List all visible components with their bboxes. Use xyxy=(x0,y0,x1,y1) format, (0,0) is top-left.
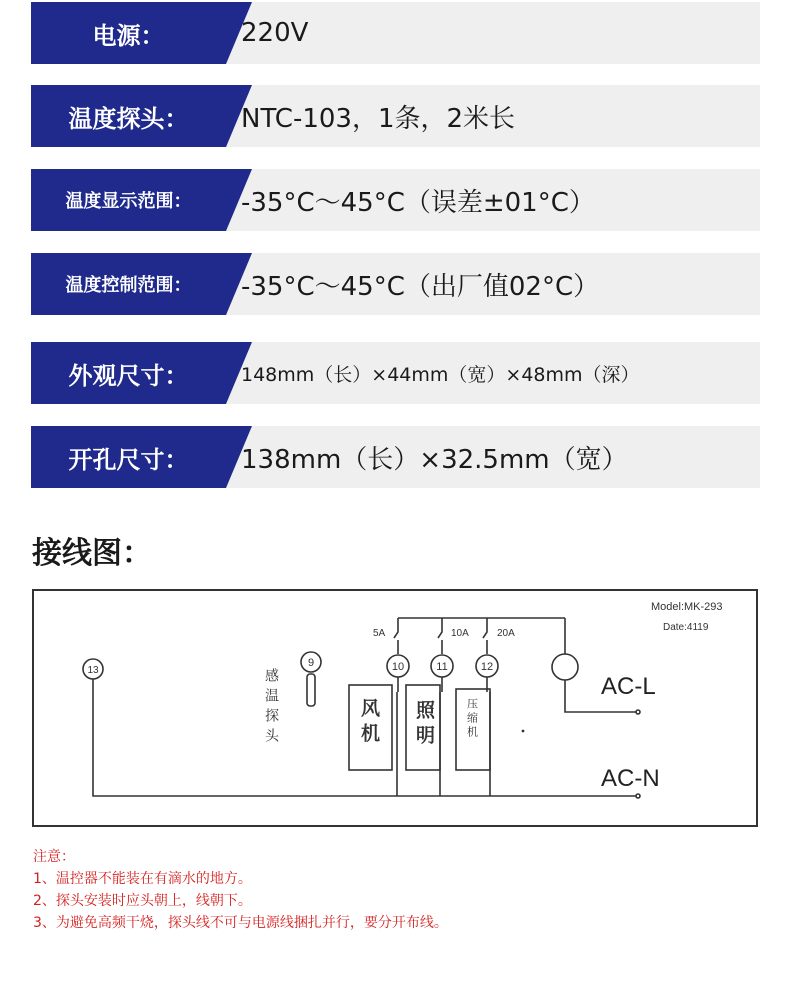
spec-value: -35°C～45°C（出厂值02°C） xyxy=(241,271,600,302)
terminal-9-label: 9 xyxy=(307,657,315,669)
spec-value: 138mm（长）×32.5mm（宽） xyxy=(241,444,628,475)
spec-label: 电源： xyxy=(31,2,226,64)
spec-value: NTC-103，1条，2米长 xyxy=(241,103,516,134)
relay-20a-contact xyxy=(483,618,487,654)
note-item: 3、为避免高频干烧，探头线不可与电源线捆扎并行，要分开布线。 xyxy=(33,915,448,931)
spec-label: 温度探头： xyxy=(31,85,226,147)
terminal-10-label: 10 xyxy=(391,661,405,673)
ac-l-label: AC-L xyxy=(601,673,656,700)
relay-10a-label: 10A xyxy=(451,628,469,639)
temperature-probe xyxy=(307,674,315,706)
diagram-dot xyxy=(522,730,525,733)
terminal-12-label: 12 xyxy=(480,661,494,673)
spec-row-cutout xyxy=(31,426,760,488)
spec-row-probe xyxy=(31,85,760,147)
note-item: 2、探头安装时应头朝上，线朝下。 xyxy=(33,893,252,909)
relay-5a-label: 5A xyxy=(373,628,386,639)
probe-label: 感温探头 xyxy=(263,668,279,748)
fan-label: 风机 xyxy=(358,698,380,748)
ac-l-terminal xyxy=(636,710,640,714)
wiring-diagram xyxy=(31,588,761,828)
power-terminal-circle xyxy=(552,654,578,680)
relay-10a-contact xyxy=(438,618,442,654)
terminal-11-label: 11 xyxy=(436,661,448,673)
spec-label: 温度控制范围： xyxy=(31,253,226,315)
spec-label: 外观尺寸： xyxy=(31,342,226,404)
spec-label: 开孔尺寸： xyxy=(31,426,226,488)
notes xyxy=(33,846,448,934)
spec-row-display-range xyxy=(31,169,760,231)
notes-title: 注意： xyxy=(33,849,75,865)
relay-20a-label: 20A xyxy=(497,628,515,639)
date-text: Date:4119 xyxy=(663,622,709,633)
spec-row-dimensions xyxy=(31,342,760,404)
spec-label: 温度显示范围： xyxy=(31,169,226,231)
spec-row-control-range xyxy=(31,253,760,315)
note-item: 1、温控器不能装在有滴水的地方。 xyxy=(33,871,252,887)
spec-value: -35°C～45°C（误差±01°C） xyxy=(241,187,595,218)
spec-row-power xyxy=(31,2,760,64)
relay-5a-contact xyxy=(394,618,398,654)
ac-n-label: AC-N xyxy=(601,765,660,792)
compressor-label: 压缩机 xyxy=(465,698,479,740)
spec-value: 148mm（长）×44mm（宽）×48mm（深） xyxy=(241,363,640,386)
model-text: Model:MK-293 xyxy=(651,601,723,613)
ac-n-terminal xyxy=(636,794,640,798)
spec-value: 220V xyxy=(241,18,309,48)
light-label: 照明 xyxy=(413,700,435,750)
terminal-13-label: 13 xyxy=(87,665,99,676)
wiring-title: 接线图： xyxy=(32,536,152,571)
